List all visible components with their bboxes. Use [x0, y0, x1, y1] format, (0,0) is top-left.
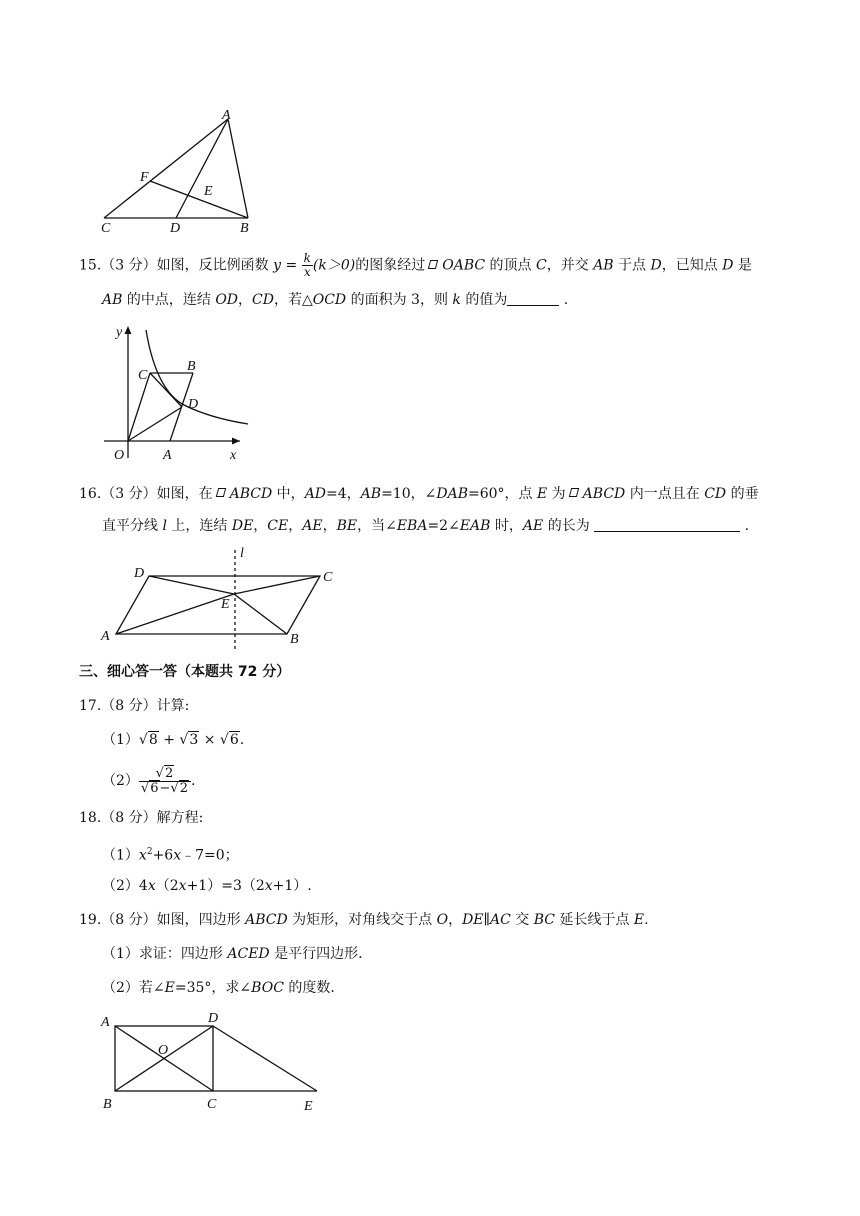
q18-stem: 18.（8 分）解方程:	[79, 810, 204, 826]
q18-part-2: （2）4x（2x+1）=3（2x+1）.	[102, 878, 312, 894]
figure-parallelogram-abcd	[98, 544, 338, 652]
q17-part-2: （2） $\frac{√2}{√6-√2}$ .	[102, 765, 196, 796]
parallelogram-symbol	[428, 260, 438, 269]
q16-line-2: 直平分线 l 上，连结 DE，CE，AE，BE，当∠EBA=2∠EAB 时，AE 的长为 .	[102, 518, 750, 534]
q16-number: 16.	[79, 486, 102, 502]
q17-part-1: （1）√8 + √3 × √6.	[102, 732, 245, 748]
q15-line-1: 15.（3 分）如图，反比例函数 y = $\frac{k}{x}$ (k＞0)的图象经过 OABC 的顶点 C，并交 AB 于点 D，已知点 D 是	[79, 251, 752, 279]
label-O: O	[114, 448, 125, 463]
label-B: B	[103, 1097, 112, 1112]
section-heading: 三、细心答一答（本题共 72 分）	[79, 664, 291, 680]
label-A: A	[222, 108, 231, 123]
q19-part-2: （2）若∠E=35°，求∠BOC 的度数.	[102, 980, 335, 996]
label-C: C	[323, 570, 333, 585]
label-E: E	[221, 597, 230, 612]
label-D: D	[170, 221, 181, 236]
label-y: y	[116, 325, 123, 340]
label-D: D	[188, 397, 199, 412]
q19-part-1: （1）求证：四边形 ACED 是平行四边形.	[102, 946, 363, 962]
parallelogram-symbol	[568, 488, 578, 497]
q15-line-2: AB 的中点，连结 OD，CD，若△OCD 的面积为 3，则 k 的值为 .	[102, 292, 569, 308]
label-C: C	[101, 221, 111, 236]
label-x: x	[230, 448, 237, 463]
q19-number: 19.	[79, 912, 102, 928]
label-B: B	[240, 221, 249, 236]
figure-hyperbola-oabc	[100, 318, 250, 466]
label-E: E	[204, 184, 213, 199]
figure-rectangle-abcd-e	[98, 1006, 328, 1116]
label-D: D	[208, 1011, 219, 1026]
label-A: A	[101, 1015, 110, 1030]
label-C: C	[207, 1097, 217, 1112]
q19-stem: 19.（8 分）如图，四边形 ABCD 为矩形，对角线交于点 O，DE∥AC 交 BC 延长线于点 E.	[79, 912, 649, 928]
q18-number: 18.	[79, 810, 102, 826]
answer-blank-q16[interactable]	[594, 517, 740, 532]
label-F: F	[140, 170, 149, 185]
q17-stem: 17.（8 分）计算:	[79, 698, 190, 714]
fraction-root2-over-root6-minus-root2: $\frac{√2}{√6-√2}$	[139, 767, 191, 796]
label-D: D	[134, 566, 145, 581]
label-B: B	[290, 632, 299, 647]
label-l: l	[240, 546, 244, 561]
answer-blank-q15[interactable]	[507, 291, 559, 306]
label-B: B	[187, 359, 196, 374]
q16-line-1: 16.（3 分）如图，在 ABCD 中，AD=4，AB=10，∠DAB=60°，点 E 为 ABCD 内一点且在 CD 的垂	[79, 486, 759, 502]
parallelogram-symbol	[215, 488, 225, 497]
q15-number: 15.	[79, 257, 102, 274]
figure-triangle-afecdb	[96, 104, 266, 236]
label-O: O	[158, 1043, 169, 1058]
label-C: C	[138, 368, 148, 383]
q18-part-1: $(1)x^2+6x﹣7=0$；	[102, 847, 239, 864]
fraction-k-over-x: $\frac{k}{x}$	[303, 251, 311, 279]
q17-number: 17.	[79, 698, 102, 714]
label-A: A	[163, 448, 172, 463]
label-A: A	[101, 629, 110, 644]
label-E: E	[304, 1099, 313, 1114]
